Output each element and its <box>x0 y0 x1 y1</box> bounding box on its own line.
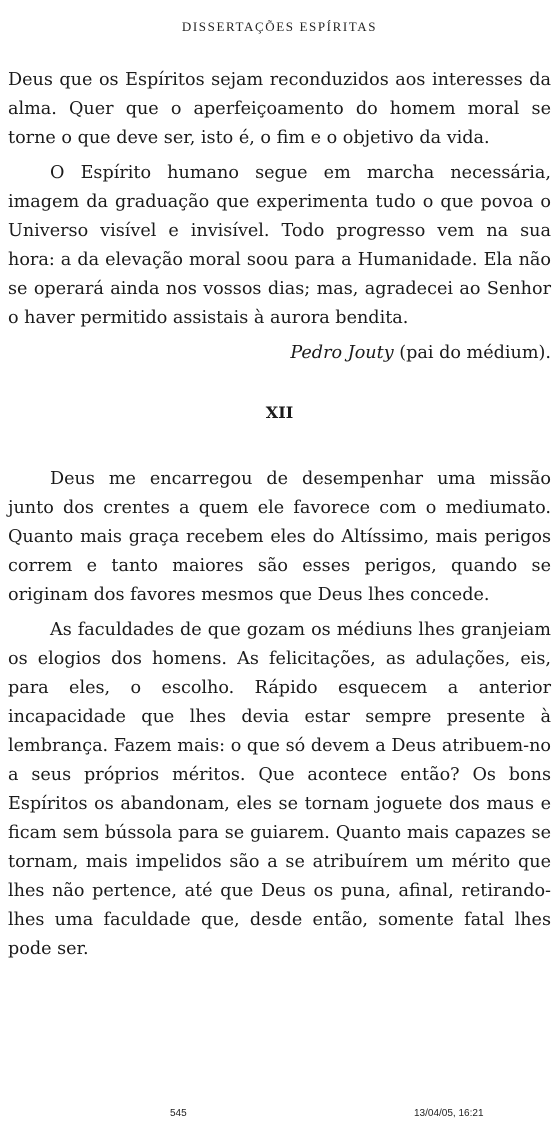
running-head: DISSERTAÇÕES ESPÍRITAS <box>181 19 378 34</box>
page-number: 545 <box>170 1108 187 1119</box>
signature <box>8 339 551 368</box>
paragraph: Deus me encarregou de desempenhar uma missão junto dos crentes a quem ele favorece com o mediumato. Quanto mais graça recebem eles do Altíssimo, mais perigos correm e tanto maiores são esses perigos, quando se originam dos favores mesmos que Deus lhes concede. <box>8 469 551 605</box>
print-timestamp: 13/04/05, 16:21 <box>414 1108 484 1119</box>
signature-author: Pedro Jouty <box>290 343 394 363</box>
page-body <box>8 66 551 964</box>
paragraph: As faculdades de que gozam os médiuns lhes granjeiam os elogios dos homens. As felicitações, as adulações, eis, para eles, o escolho. Rápido esquecem a anterior incapacidade que lhes devia estar sempre presente à lembrança. Fazem mais: o que só devem a Deus atribuem-no a seus próprios méritos. Que acontece então? Os bons Espíritos os abandonam, eles se tornam joguete dos maus e ficam sem bússola para se guiarem. Quanto mais capazes se tornam, mais impelidos são a se atribuírem um mérito que lhes não pertence, até que Deus os puna, afinal, retirando-lhes uma faculdade que, desde então, somente fatal lhes pode ser. <box>8 620 551 959</box>
page-footer <box>0 1108 559 1124</box>
section-number: XII <box>265 403 294 422</box>
paragraph: O Espírito humano segue em marcha necessária, imagem da graduação que experimenta tudo o que povoa o Universo visível e invisível. Todo progresso vem na sua hora: a da elevação moral soou para a Humanidade. Ela não se operará ainda nos vossos dias; mas, agradecei ao Senhor o haver permitido assistais à aurora bendita. <box>8 163 551 328</box>
signature-note: (pai do médium). <box>393 343 551 363</box>
paragraph-continuation: Deus que os Espíritos sejam reconduzidos aos interesses da alma. Quer que o aperfeiçoamento do homem moral se torne o que deve ser, isto é, o fim e o objetivo da vida. <box>8 70 551 148</box>
